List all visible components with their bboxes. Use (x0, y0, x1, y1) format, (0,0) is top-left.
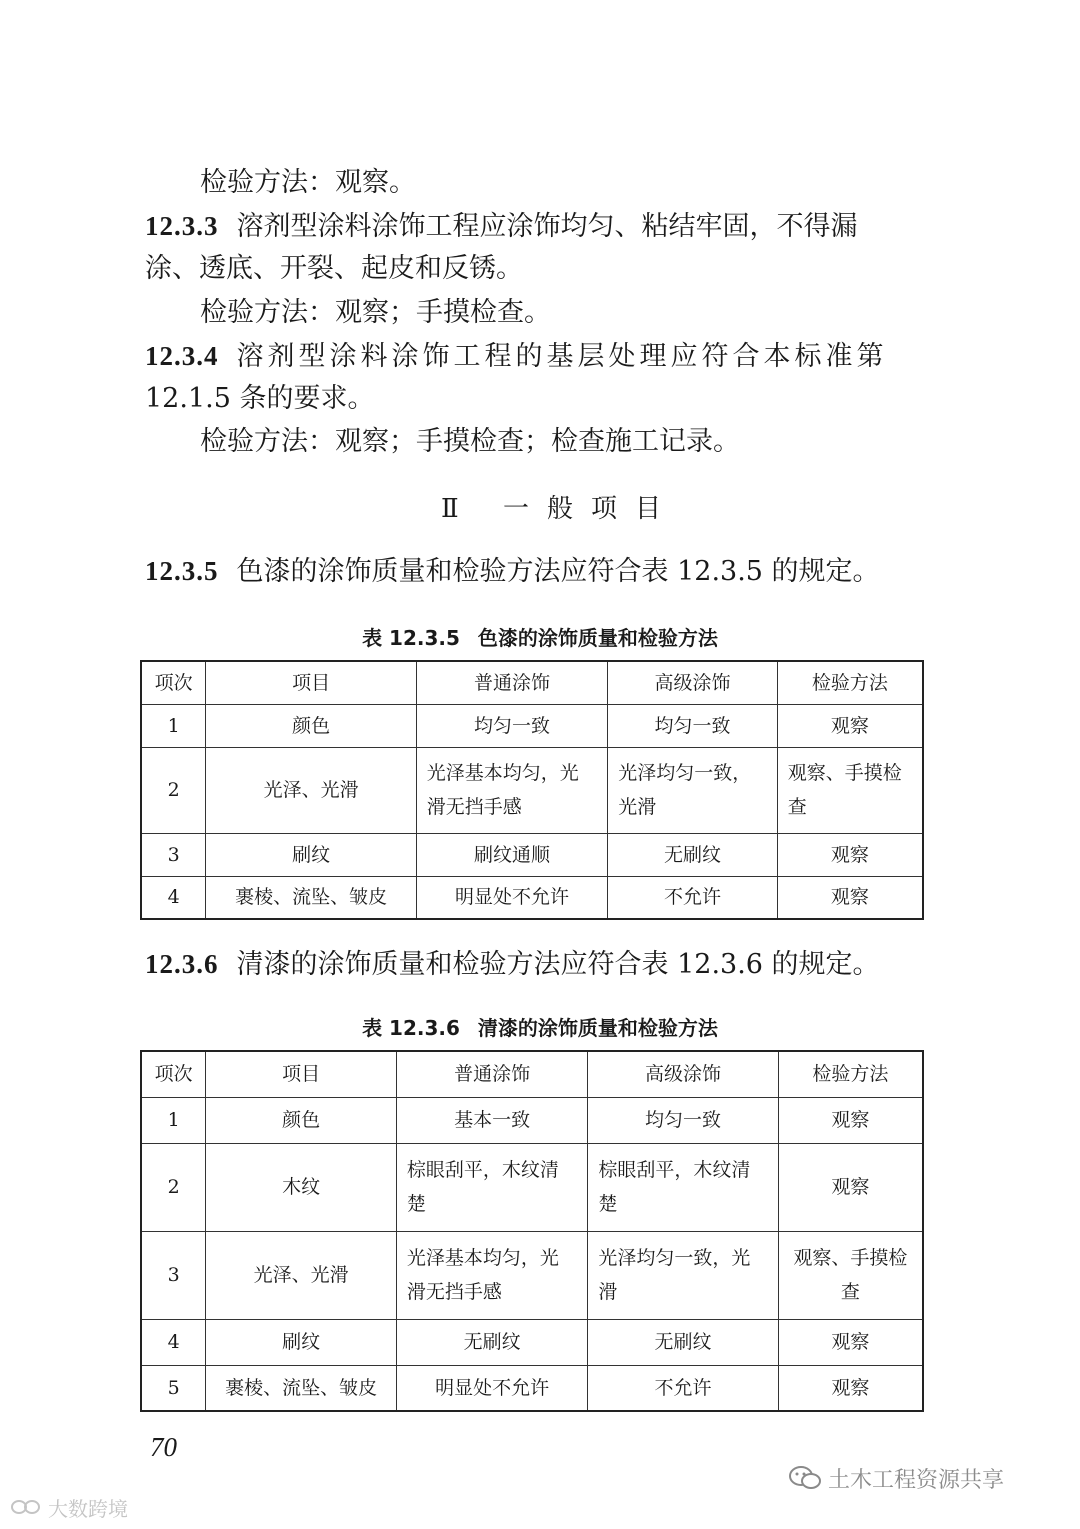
clause-12-3-4-cont: 12.1.5 条的要求。 (145, 383, 375, 414)
table-cell: 颜色 (206, 704, 416, 747)
table-cell: 棕眼刮平，木纹清楚 (588, 1143, 778, 1231)
table-cell: 2 (141, 747, 206, 833)
table-cell: 光泽、光滑 (206, 747, 416, 833)
table-row (141, 1231, 923, 1319)
table-cell: 裹棱、流坠、皱皮 (206, 1365, 396, 1411)
table-cell: 基本一致 (396, 1097, 587, 1143)
table-row (141, 747, 923, 833)
table-cell: 无刷纹 (588, 1319, 778, 1365)
table-cell: 5 (141, 1365, 206, 1411)
page-number: 70 (150, 1432, 177, 1462)
clause-12-3-4 (145, 338, 935, 375)
table-cell: 观察、手摸检查 (778, 1231, 923, 1319)
clause-12-3-3-cont: 涂、透底、开裂、起皮和反锈。 (145, 253, 523, 284)
table-cell: 光泽均匀一致，光滑 (588, 1231, 778, 1319)
table-cell: 裹棱、流坠、皱皮 (206, 876, 416, 919)
table-cell: 观察、手摸检查 (777, 747, 923, 833)
clause-number: 12.3.5 (145, 556, 219, 586)
header-cell: 普通涂饰 (416, 661, 607, 704)
clause-text: 溶剂型涂料涂饰工程应涂饰均匀、粘结牢固，不得漏 (236, 211, 858, 242)
table-caption-1 (0, 622, 1080, 651)
table-cell: 无刷纹 (608, 833, 778, 876)
table-header-row (141, 661, 923, 704)
table-cell: 观察 (777, 876, 923, 919)
clause-number: 12.3.3 (145, 211, 219, 241)
method-line-1: 检验方法：观察。 (200, 167, 416, 198)
clause-text: 溶剂型涂料涂饰工程的基层处理应符合本标准第 (236, 341, 888, 372)
header-cell: 项次 (141, 1051, 206, 1097)
header-cell: 高级涂饰 (608, 661, 778, 704)
table-cell: 3 (141, 1231, 206, 1319)
clause-12-3-3 (145, 208, 935, 245)
table-cell: 棕眼刮平，木纹清楚 (396, 1143, 587, 1231)
table-cell: 不允许 (588, 1365, 778, 1411)
clause-12-3-6 (145, 946, 935, 983)
watermark-left-text: 大数跨境 (48, 1497, 128, 1521)
table-cell: 4 (141, 1319, 206, 1365)
watermark-right-text: 土木工程资源共享 (828, 1468, 1005, 1493)
table-cell: 刷纹 (206, 833, 416, 876)
table-row (141, 876, 923, 919)
table-cell: 观察 (778, 1097, 923, 1143)
table-row (141, 1143, 923, 1231)
clause-12-3-5 (145, 553, 935, 590)
method-line-2: 检验方法：观察；手摸检查。 (200, 297, 551, 328)
table-cell: 光泽基本均匀，光滑无挡手感 (396, 1231, 587, 1319)
table-cell: 1 (141, 1097, 206, 1143)
clause-text: 色漆的涂饰质量和检验方法应符合表 12.3.5 的规定。 (236, 556, 880, 587)
table-caption-2 (0, 1012, 1080, 1041)
quality-table-clear-varnish (140, 1050, 924, 1412)
table-cell: 1 (141, 704, 206, 747)
table-cell: 观察 (777, 704, 923, 747)
method-line-3: 检验方法：观察；手摸检查；检查施工记录。 (200, 426, 740, 457)
wechat-icon (788, 1464, 822, 1498)
table-row (141, 833, 923, 876)
table-row (141, 1365, 923, 1411)
table-cell: 明显处不允许 (416, 876, 607, 919)
table-cell: 刷纹通顺 (416, 833, 607, 876)
table-cell: 3 (141, 833, 206, 876)
table-row (141, 1097, 923, 1143)
header-cell: 项目 (206, 661, 416, 704)
table-cell: 光泽基本均匀，光滑无挡手感 (416, 747, 607, 833)
caption-title: 色漆的涂饰质量和检验方法 (477, 626, 718, 650)
header-cell: 高级涂饰 (588, 1051, 778, 1097)
clause-number: 12.3.4 (145, 341, 219, 371)
quality-table-colour-paint (140, 660, 924, 920)
table-cell: 观察 (777, 833, 923, 876)
table-cell: 均匀一致 (608, 704, 778, 747)
table-row (141, 1319, 923, 1365)
table-cell: 2 (141, 1143, 206, 1231)
section-heading: Ⅱ 一般项目 (441, 494, 679, 524)
clause-number: 12.3.6 (145, 949, 219, 979)
table-cell: 木纹 (206, 1143, 396, 1231)
table-header-row (141, 1051, 923, 1097)
table-cell: 光泽均匀一致，光滑 (608, 747, 778, 833)
table-cell: 均匀一致 (416, 704, 607, 747)
caption-number: 表 12.3.6 (362, 1016, 460, 1040)
caption-number: 表 12.3.5 (362, 626, 460, 650)
caption-title: 清漆的涂饰质量和检验方法 (477, 1016, 718, 1040)
table-cell: 4 (141, 876, 206, 919)
header-cell: 项次 (141, 661, 206, 704)
link-icon (10, 1497, 44, 1521)
header-cell: 普通涂饰 (396, 1051, 587, 1097)
table-cell: 光泽、光滑 (206, 1231, 396, 1319)
table-cell: 观察 (778, 1319, 923, 1365)
table-cell: 颜色 (206, 1097, 396, 1143)
table-cell: 均匀一致 (588, 1097, 778, 1143)
table-cell: 观察 (778, 1143, 923, 1231)
table-cell: 无刷纹 (396, 1319, 587, 1365)
header-cell: 检验方法 (778, 1051, 923, 1097)
header-cell: 项目 (206, 1051, 396, 1097)
watermark-right (788, 1463, 1004, 1498)
watermark-left (10, 1493, 128, 1522)
table-cell: 刷纹 (206, 1319, 396, 1365)
table-row (141, 704, 923, 747)
header-cell: 检验方法 (777, 661, 923, 704)
clause-text: 清漆的涂饰质量和检验方法应符合表 12.3.6 的规定。 (236, 949, 880, 980)
table-cell: 明显处不允许 (396, 1365, 587, 1411)
table-cell: 不允许 (608, 876, 778, 919)
table-cell: 观察 (778, 1365, 923, 1411)
